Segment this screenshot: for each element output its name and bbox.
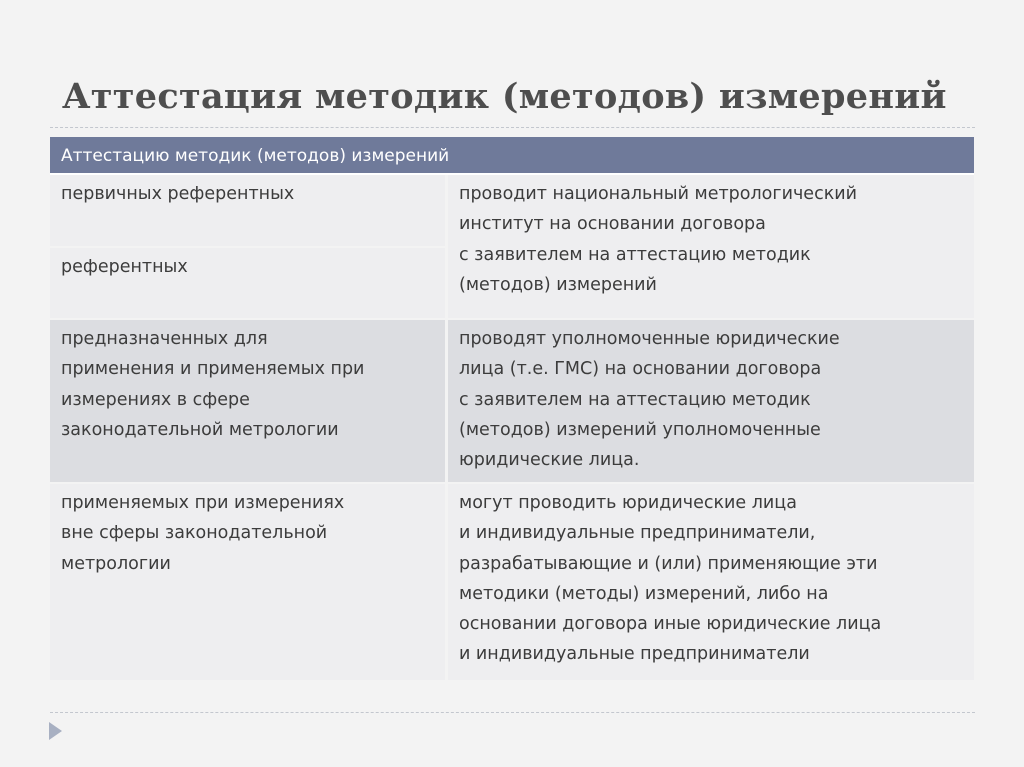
cell-line: законодательной метрологии [61, 419, 339, 440]
cell-line: вне сферы законодательной [61, 523, 328, 544]
slide-title: Аттестация методик (методов) измерений [62, 76, 947, 117]
cell-line: основании договора иные юридические лица [459, 614, 882, 635]
table-cell-legal-metrology [50, 320, 445, 482]
cell-line: метрологии [61, 553, 171, 574]
cell-line: методики (методы) измерений, либо на [459, 583, 829, 604]
cell-line: юридические лица. [459, 450, 640, 471]
cell-line: и индивидуальные предприниматели, [459, 523, 816, 544]
attestation-table [50, 137, 974, 680]
cell-line: проводит национальный метрологический [459, 184, 858, 204]
footer-divider [50, 712, 975, 713]
cell-line: применения и применяемых при [61, 359, 365, 380]
table-cell-entrepreneurs [448, 484, 974, 680]
cell-line: разрабатывающие и (или) применяющие эти [459, 553, 878, 574]
cell-line: могут проводить юридические лица [459, 493, 797, 513]
cell-line: (методов) измерений уполномоченные [459, 419, 821, 440]
cell-line: лица (т.е. ГМС) на основании договора [459, 359, 822, 380]
cell-line: с заявителем на аттестацию методик [459, 244, 811, 265]
cell-line: референтных [61, 257, 188, 277]
triangle-right-icon [49, 722, 62, 740]
cell-line: с заявителем на аттестацию методик [459, 389, 811, 410]
table-body [50, 175, 974, 680]
table-cell-national-institute [448, 175, 974, 318]
table-header: Аттестацию методик (методов) измерений [50, 137, 974, 175]
table-cell-reference [50, 248, 445, 318]
cell-line: первичных референтных [61, 184, 295, 204]
cell-line: измерениях в сфере [61, 389, 250, 410]
cell-line: проводят уполномоченные юридические [459, 329, 840, 349]
cell-line: институт на основании договора [459, 214, 766, 235]
table-cell-primary-reference [50, 175, 445, 246]
cell-line: предназначенных для [61, 329, 268, 349]
cell-line: применяемых при измерениях [61, 493, 345, 513]
title-divider [50, 127, 975, 128]
cell-line: (методов) измерений [459, 274, 657, 295]
cell-line: и индивидуальные предприниматели [459, 644, 810, 665]
table-cell-authorized-entities [448, 320, 974, 482]
table-cell-outside-legal-metrology [50, 484, 445, 680]
